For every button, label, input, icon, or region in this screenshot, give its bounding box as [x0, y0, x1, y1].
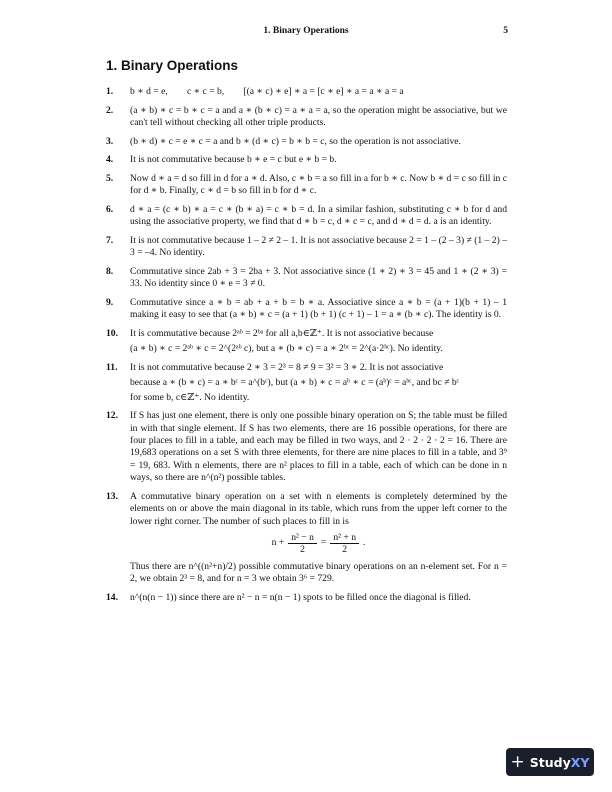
- section-title: 1. Binary Operations: [106, 58, 239, 73]
- solution-8: [106, 266, 507, 291]
- brand-word: Study: [529, 754, 571, 770]
- solution-line: (a ∗ b) ∗ c = 2ᵃᵇ ∗ c = 2^(2ᵃᵇ c), but a ∗ (b ∗ c) = a ∗ 2ᵇᶜ = 2^(a·2ᵇᶜ). No identity.: [130, 343, 443, 355]
- solution-text: b ∗ d = e, c ∗ c = b, [(a ∗ c) ∗ e] ∗ a = [c ∗ e] ∗ a = a ∗ a = a: [130, 86, 404, 97]
- solutions-list: [106, 86, 507, 611]
- solution-number: 14.: [106, 592, 118, 604]
- solution-number: 1.: [106, 86, 114, 97]
- solution-number: 6.: [106, 203, 114, 215]
- solution-1: [106, 86, 507, 98]
- page-number: 5: [503, 26, 508, 36]
- fraction-denominator: 2: [342, 544, 348, 556]
- solution-text: n^(n(n − 1)) since there are n² − n = n(n − 1) spots to be filled once the diagonal is filled.: [130, 592, 471, 604]
- solution-text: d ∗ a = (c ∗ b) ∗ a = c ∗ (b ∗ a) = c ∗ b = d. In a similar fashion, substituting c ∗ b for d and using the associative property, we find that d ∗ b = c, d ∗ c = c, and d ∗ d = d. a is an identity.: [130, 203, 507, 228]
- running-header: [0, 26, 612, 42]
- solution-12: [106, 410, 507, 484]
- solution-number: 7.: [106, 234, 114, 246]
- solution-11: [106, 362, 507, 404]
- solution-text: Now d ∗ a = d so fill in d for a ∗ d. Also, c ∗ b = a so fill in a for b ∗ c. Now b ∗ d = c so fill in c for d ∗ b. Finally, c ∗ d = b so fill in b for d ∗ c.: [130, 172, 507, 197]
- solution-2: [106, 105, 507, 130]
- solution-text: It is not commutative because 1 – 2 ≠ 2 – 1. It is not associative because 2 = 1 – (2 – 3) ≠ (1 – 2) – 3 = –4. No identity.: [130, 234, 507, 259]
- solution-text: A commutative binary operation on a set with n elements is completely determined by the elements on or above the main diagonal in its table, which runs from the upper left corner to the lower right corner. The number of such places to fill in is: [130, 490, 507, 527]
- formula-lead: n +: [271, 537, 285, 549]
- solution-7: [106, 235, 507, 260]
- solution-number: 5.: [106, 172, 114, 184]
- solution-text: Commutative since a ∗ b = ab + a + b = b ∗ a. Associative since a ∗ b = (a + 1)(b + 1) – 1 making it easy to see that (a ∗ b) ∗ c = (a + 1) (b + 1) (c + 1) – 1 = a ∗ (b ∗ c). The identity is 0.: [130, 296, 507, 321]
- solution-line: because a ∗ (b ∗ c) = a ∗ bᶜ = a^(bᶜ), but (a ∗ b) ∗ c = aᵇ ∗ c = (aᵇ)ᶜ = aᵇᶜ, and bc ≠ bᶜ: [130, 377, 460, 389]
- solution-9: [106, 297, 507, 322]
- solution-number: 8.: [106, 265, 114, 277]
- solution-14: [106, 592, 507, 604]
- solution-number: 11.: [106, 361, 118, 373]
- formula-period: .: [363, 537, 366, 549]
- solution-text: It is not commutative because b ∗ e = c but e ∗ b = b.: [130, 154, 337, 166]
- formula-fraction-left: [288, 532, 317, 555]
- studyxy-logo-badge[interactable]: [506, 748, 594, 776]
- solution-text-continued: Thus there are n^((n²+n)/2) possible commutative binary operations on an n-element set. For n = 2, we obtain 2³ = 8, and for n = 3 we obtain 3⁶ = 729.: [130, 561, 507, 585]
- fraction-numerator: n² + n: [330, 532, 359, 544]
- solution-6: [106, 204, 507, 229]
- solution-text: Commutative since 2ab + 3 = 2ba + 3. Not associative since (1 ∗ 2) ∗ 3 = 45 and 1 ∗ (2 ∗ 3) = 33. No identity since 0 ∗ e = 3 ≠ 0.: [130, 265, 507, 290]
- solution-5: [106, 173, 507, 198]
- diagonal-count-formula: [130, 532, 507, 555]
- solution-3: [106, 136, 507, 148]
- plus-icon: +: [510, 751, 525, 772]
- solution-line: for some b, c∈ℤ⁺. No identity.: [130, 391, 250, 403]
- solution-number: 13.: [106, 490, 118, 502]
- brand-wordmark: [530, 755, 590, 770]
- solution-13: [106, 491, 507, 586]
- solution-number: 3.: [106, 135, 114, 147]
- solution-line: It is not commutative because 2 ∗ 3 = 2³ = 8 ≠ 9 = 3² = 3 ∗ 2. It is not associative: [130, 361, 444, 373]
- solution-10: [106, 328, 507, 356]
- fraction-denominator: 2: [300, 544, 305, 556]
- solution-line: It is commutative because 2ᵃᵇ = 2ᵇᵃ for all a,b∈ℤ⁺. It is not associative because: [130, 327, 434, 339]
- solution-number: 12.: [106, 410, 118, 422]
- formula-fraction-right: [330, 532, 359, 555]
- solution-number: 9.: [106, 296, 114, 308]
- solution-number: 4.: [106, 154, 114, 166]
- solution-text: (b ∗ d) ∗ c = e ∗ c = a and b ∗ (d ∗ c) = b ∗ b = c, so the operation is not associative.: [130, 135, 461, 147]
- solution-number: 2.: [106, 104, 114, 116]
- running-header-title: 1. Binary Operations: [263, 26, 349, 36]
- solution-4: [106, 154, 507, 166]
- solution-number: 10.: [106, 327, 118, 339]
- formula-equals: =: [320, 537, 327, 549]
- solution-text: (a ∗ b) ∗ c = b ∗ c = a and a ∗ (b ∗ c) = a ∗ a = a, so the operation might be associative, but we can't tell without checking all other triple products.: [130, 104, 507, 128]
- brand-accent: XY: [570, 754, 590, 770]
- fraction-numerator: n² − n: [288, 532, 317, 544]
- solution-text: If S has just one element, there is only one possible binary operation on S; the table must be filled in with that single element. If S has two elements, there are 16 possible operations, for there are four places to fill in a table, and each may be filled in two ways, and 2 · 2 · 2 · 2 = 16. There are 19,683 operations on a set S with three elements, for there are nine places to fill in a table, and 3⁹ = 19, 683. With n elements, there are n² places to fill in a table, each of which can be done in n ways, so there are n^(n²) possible tables.: [130, 410, 507, 484]
